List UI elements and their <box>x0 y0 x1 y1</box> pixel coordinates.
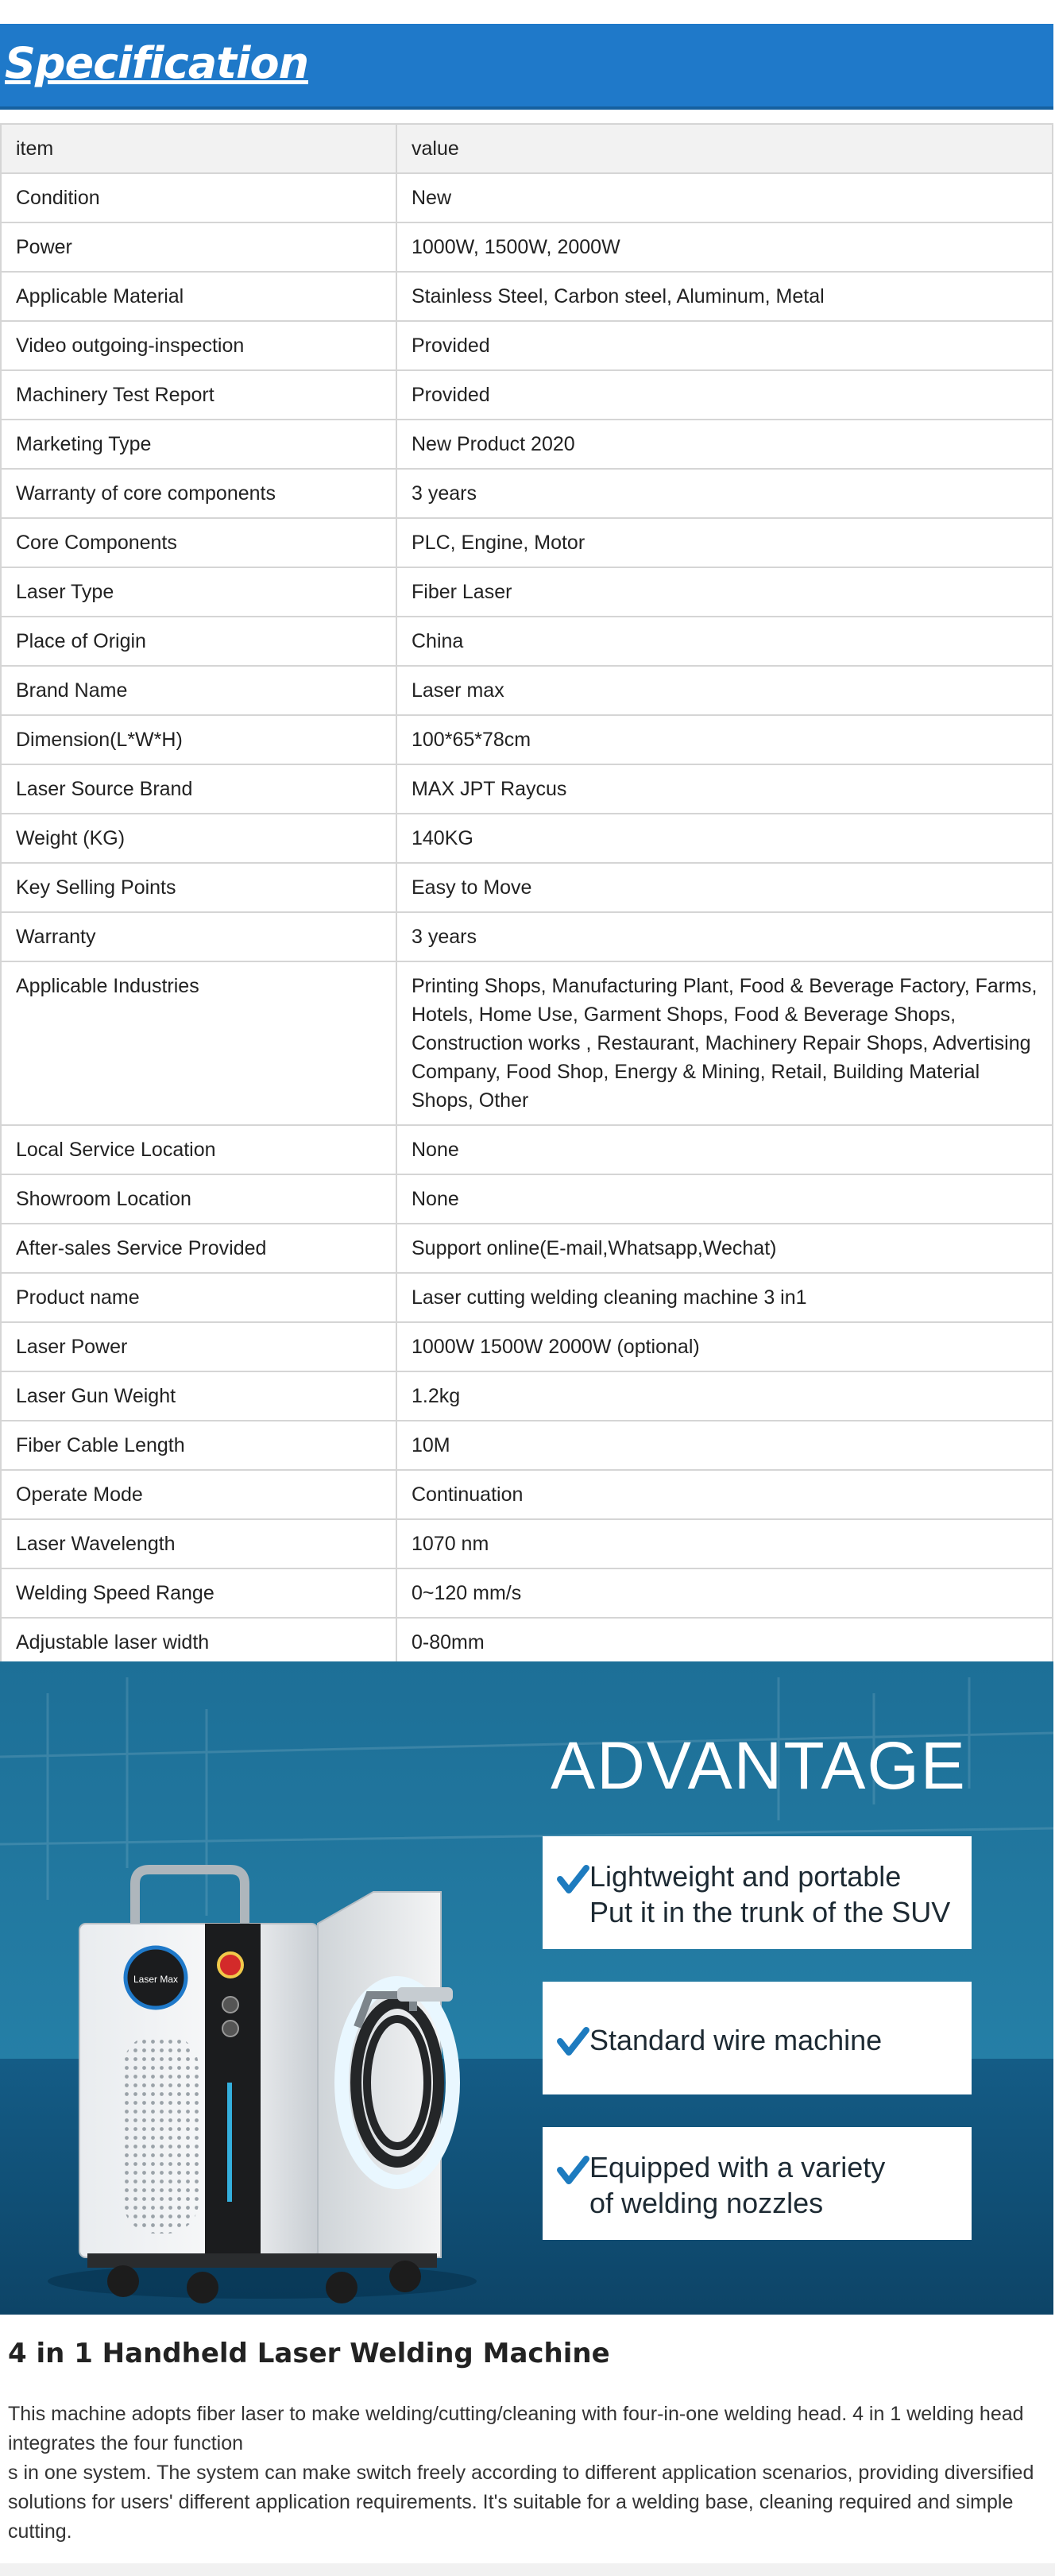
spec-item-cell: Operate Mode <box>1 1470 396 1519</box>
spec-item-cell: Fiber Cable Length <box>1 1421 396 1470</box>
spec-item-cell: Condition <box>1 173 396 222</box>
welding-machine-image <box>48 1870 477 2303</box>
table-row <box>1 469 1053 518</box>
table-row <box>1 1568 1053 1618</box>
advantage-item-2-line1: Standard wire machine <box>589 2024 883 2056</box>
product-description: This machine adopts fiber laser to make welding/cutting/cleaning with four-in-one welding head. 4 in 1 welding head integrates the four function s in one system. The system can make switch freely according to different application scenarios, providing diversified solutions for users' different application requirements. It's suitable for a welding base, cleaning required and simple cutting. <box>8 2403 1034 2543</box>
spec-item-cell: Laser Power <box>1 1322 396 1371</box>
spec-item-cell: Place of Origin <box>1 617 396 666</box>
spec-value-cell: 1000W, 1500W, 2000W <box>396 222 1053 272</box>
spec-item-cell: Core Components <box>1 518 396 567</box>
table-row <box>1 863 1053 912</box>
spec-item-cell: Warranty of core components <box>1 469 396 518</box>
table-row <box>1 420 1053 469</box>
column-header-item: item <box>1 124 396 173</box>
product-description-section <box>8 2336 1049 2547</box>
spec-item-cell: Laser Source Brand <box>1 764 396 814</box>
spec-value-cell: 1070 nm <box>396 1519 1053 1568</box>
spec-value-cell: Provided <box>396 370 1053 420</box>
spec-value-cell: 3 years <box>396 912 1053 961</box>
advantage-item-1-line2: Put it in the trunk of the SUV <box>589 1896 951 1928</box>
spec-value-cell: 10M <box>396 1421 1053 1470</box>
advantage-banner <box>0 1661 1053 2315</box>
table-row <box>1 1322 1053 1371</box>
table-row <box>1 1273 1053 1322</box>
table-row <box>1 1470 1053 1519</box>
spec-item-cell: Laser Gun Weight <box>1 1371 396 1421</box>
spec-item-cell: Local Service Location <box>1 1125 396 1174</box>
spec-value-cell: 1000W 1500W 2000W (optional) <box>396 1322 1053 1371</box>
advantage-item-3-line1: Equipped with a variety <box>589 2151 886 2183</box>
machine-logo: Laser Max <box>133 1974 179 1985</box>
spec-item-cell: Marketing Type <box>1 420 396 469</box>
spec-value-cell: None <box>396 1174 1053 1224</box>
table-row <box>1 272 1053 321</box>
table-row <box>1 912 1053 961</box>
spec-value-cell: Printing Shops, Manufacturing Plant, Food & Beverage Factory, Farms, Hotels, Home Use, Garment Shops, Food & Beverage Shops, Construction works , Restaurant, Machinery Repair Shops, Advertising Company, Food Shop, Energy & Mining, Retail, Building Material Shops, Other <box>396 961 1053 1125</box>
specification-table <box>0 123 1053 1766</box>
table-row <box>1 173 1053 222</box>
table-row <box>1 1371 1053 1421</box>
spec-value-cell: 0-80mm <box>396 1618 1053 1667</box>
product-heading: 4 in 1 Handheld Laser Welding Machine <box>8 2338 610 2369</box>
spec-item-cell: Weight (KG) <box>1 814 396 863</box>
table-row <box>1 567 1053 617</box>
spec-value-cell: 3 years <box>396 469 1053 518</box>
spec-item-cell: Laser Wavelength <box>1 1519 396 1568</box>
spec-item-cell: Warranty <box>1 912 396 961</box>
spec-item-cell: Applicable Material <box>1 272 396 321</box>
spec-item-cell: Video outgoing-inspection <box>1 321 396 370</box>
table-row <box>1 961 1053 1125</box>
table-row <box>1 1125 1053 1174</box>
spec-item-cell: Applicable Industries <box>1 961 396 1125</box>
spec-value-cell: 0~120 mm/s <box>396 1568 1053 1618</box>
table-row <box>1 1174 1053 1224</box>
table-row <box>1 715 1053 764</box>
advantage-card-3 <box>543 2127 972 2240</box>
column-header-value: value <box>396 124 1053 173</box>
spec-item-cell: Showroom Location <box>1 1174 396 1224</box>
spec-value-cell: MAX JPT Raycus <box>396 764 1053 814</box>
advantage-card-1 <box>543 1836 972 1949</box>
spec-item-cell: Adjustable laser width <box>1 1618 396 1667</box>
spec-item-cell: Key Selling Points <box>1 863 396 912</box>
spec-value-cell: Laser cutting welding cleaning machine 3 in1 <box>396 1273 1053 1322</box>
spec-value-cell: New Product 2020 <box>396 420 1053 469</box>
table-row <box>1 222 1053 272</box>
advantage-item-1-line1: Lightweight and portable <box>589 1860 902 1893</box>
spec-value-cell: Easy to Move <box>396 863 1053 912</box>
spec-item-cell: Brand Name <box>1 666 396 715</box>
spec-value-cell: None <box>396 1125 1053 1174</box>
spec-value-cell: Support online(E-mail,Whatsapp,Wechat) <box>396 1224 1053 1273</box>
spec-value-cell: Laser max <box>396 666 1053 715</box>
table-row <box>1 1519 1053 1568</box>
spec-value-cell: Stainless Steel, Carbon steel, Aluminum, Metal <box>396 272 1053 321</box>
spec-item-cell: Welding Speed Range <box>1 1568 396 1618</box>
advantage-card-2 <box>543 1982 972 2094</box>
spec-value-cell: 100*65*78cm <box>396 715 1053 764</box>
spec-value-cell: New <box>396 173 1053 222</box>
table-row <box>1 370 1053 420</box>
table-row <box>1 321 1053 370</box>
table-row <box>1 518 1053 567</box>
spec-value-cell: PLC, Engine, Motor <box>396 518 1053 567</box>
table-row <box>1 1618 1053 1667</box>
spec-item-cell: Laser Type <box>1 567 396 617</box>
spec-value-cell: 1.2kg <box>396 1371 1053 1421</box>
table-row <box>1 1224 1053 1273</box>
spec-item-cell: Power <box>1 222 396 272</box>
table-row <box>1 1421 1053 1470</box>
table-header-row <box>1 124 1053 173</box>
spec-value-cell: China <box>396 617 1053 666</box>
spec-item-cell: Dimension(L*W*H) <box>1 715 396 764</box>
table-row <box>1 617 1053 666</box>
specification-title: Specification <box>5 38 309 88</box>
spec-item-cell: Machinery Test Report <box>1 370 396 420</box>
advantage-item-3-line2: of welding nozzles <box>589 2187 824 2219</box>
table-row <box>1 764 1053 814</box>
advantage-title: ADVANTAGE <box>551 1728 967 1803</box>
specification-header <box>0 24 1053 110</box>
spec-value-cell: Continuation <box>396 1470 1053 1519</box>
table-row <box>1 666 1053 715</box>
footer-divider <box>0 2563 1055 2576</box>
spec-value-cell: 140KG <box>396 814 1053 863</box>
spec-item-cell: After-sales Service Provided <box>1 1224 396 1273</box>
spec-value-cell: Fiber Laser <box>396 567 1053 617</box>
table-row <box>1 814 1053 863</box>
spec-value-cell: Provided <box>396 321 1053 370</box>
spec-item-cell: Product name <box>1 1273 396 1322</box>
